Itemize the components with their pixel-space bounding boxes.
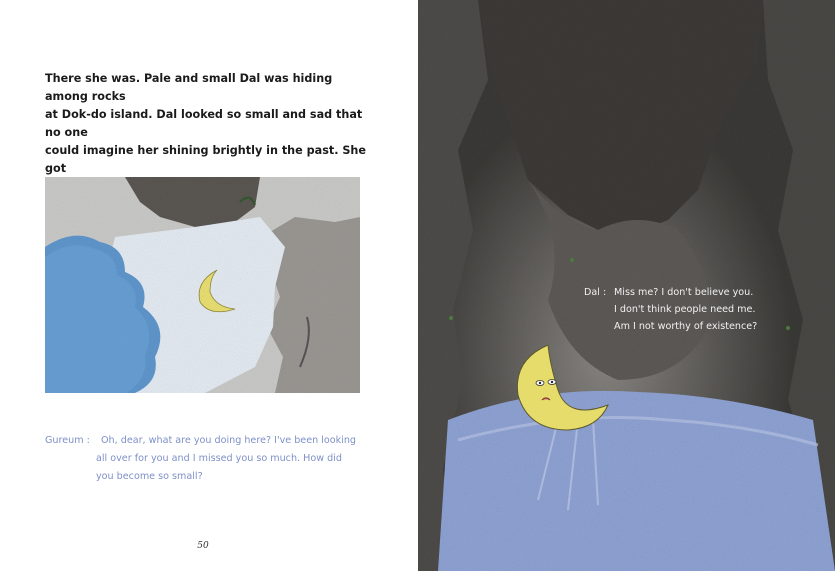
dialogue-line: I don't think people need me. [614,304,756,315]
gureum-dialogue [45,432,375,486]
speaker-dal: Dal : [584,287,607,298]
dialogue-line: Am I not worthy of existence? [614,321,758,332]
speaker-gureum: Gureum : [45,435,90,446]
narration-line: There she was. Pale and small Dal was hiding among rocks [45,72,333,103]
narration-line: could imagine her shining brightly in the past. She got [45,144,366,175]
dialogue-line: you become so small? [96,471,203,482]
small-illustration [45,177,360,393]
dialogue-line: Oh, dear, what are you doing here? I've been looking [101,435,357,446]
page-number: 50 [197,541,209,551]
dal-dialogue [584,284,824,335]
dialogue-line: all over for you and I missed you so much. How did [96,453,342,464]
right-page-illustration [418,0,835,571]
narration-line: at Dok-do island. Dal looked so small and sad that no one [45,108,363,139]
dialogue-line: Miss me? I don't believe you. [614,287,754,298]
